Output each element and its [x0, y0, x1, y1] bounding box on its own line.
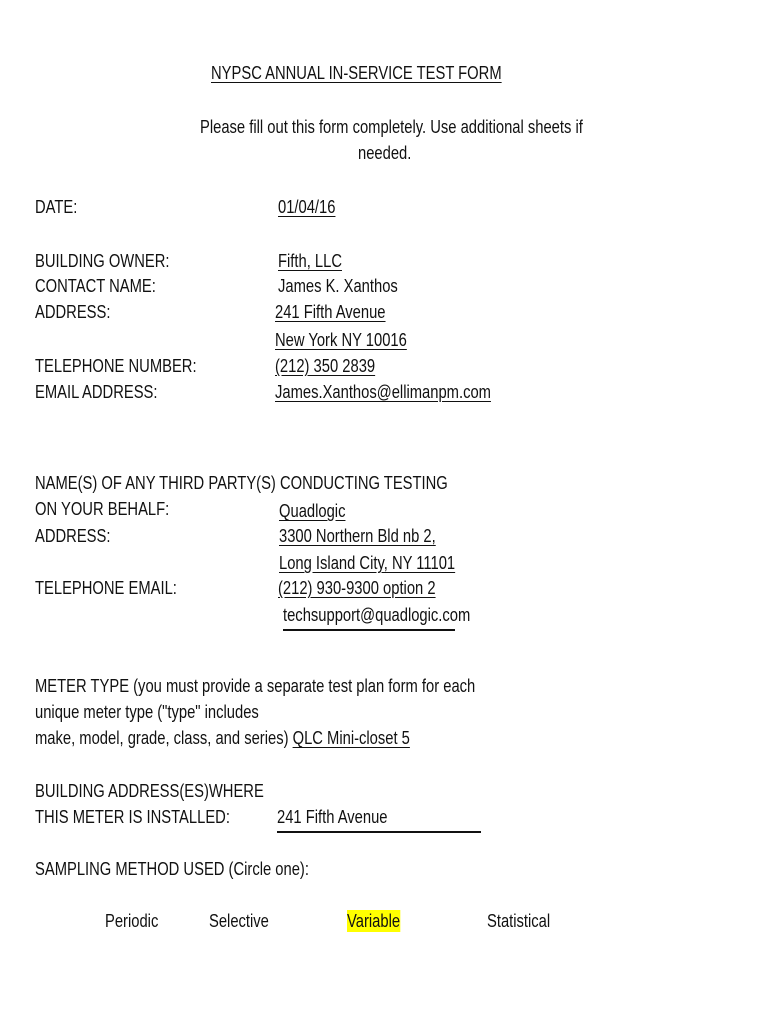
third-party-heading-2: ON YOUR BEHALF:	[35, 499, 170, 519]
meter-type-line-1: METER TYPE (you must provide a separate test plan form for each	[35, 676, 476, 696]
meter-type-line-3: make, model, grade, class, and series) QLC Mini-closet 5	[35, 728, 410, 748]
third-party-name: Quadlogic	[279, 501, 346, 521]
address-line-1: 241 Fifth Avenue	[275, 302, 386, 322]
building-address-line-2: THIS METER IS INSTALLED:	[35, 807, 230, 827]
telephone-value: (212) 350 2839	[275, 356, 376, 376]
third-party-email: techsupport@quadlogic.com	[283, 605, 471, 625]
form-title: NYPSC ANNUAL IN-SERVICE TEST FORM	[211, 63, 502, 83]
date-label: DATE:	[35, 197, 78, 217]
building-address-value: 241 Fifth Avenue	[277, 807, 388, 827]
third-party-telephone: (212) 930-9300 option 2	[278, 578, 436, 598]
meter-type-value: QLC Mini-closet 5	[292, 728, 410, 748]
building-owner-label: BUILDING OWNER:	[35, 251, 170, 271]
contact-name-label: CONTACT NAME:	[35, 276, 156, 296]
date-value: 01/04/16	[278, 197, 336, 217]
email-value: James.Xanthos@ellimanpm.com	[275, 382, 491, 402]
building-address-line-1: BUILDING ADDRESS(ES)WHERE	[35, 781, 264, 801]
third-party-address-2: Long Island City, NY 11101	[279, 553, 456, 573]
sampling-method-label: SAMPLING METHOD USED (Circle one):	[35, 859, 309, 879]
building-address-underline	[277, 831, 481, 833]
contact-name-value: James K. Xanthos	[278, 276, 398, 296]
sampling-option-periodic[interactable]: Periodic	[105, 911, 159, 931]
third-party-address-label: ADDRESS:	[35, 526, 111, 546]
instructions-line-1: Please fill out this form completely. Use additional sheets if	[200, 117, 583, 137]
sampling-option-statistical[interactable]: Statistical	[487, 911, 551, 931]
telephone-email-label: TELEPHONE EMAIL:	[35, 578, 177, 598]
telephone-label: TELEPHONE NUMBER:	[35, 356, 197, 376]
sampling-option-selective[interactable]: Selective	[209, 911, 269, 931]
building-owner-value: Fifth, LLC	[278, 251, 342, 271]
email-label: EMAIL ADDRESS:	[35, 382, 158, 402]
meter-type-line-2: unique meter type ("type" includes	[35, 702, 259, 722]
sampling-option-variable[interactable]: Variable	[347, 911, 401, 931]
third-party-email-underline	[283, 629, 455, 631]
address-label: ADDRESS:	[35, 302, 111, 322]
third-party-heading-1: NAME(S) OF ANY THIRD PARTY(S) CONDUCTING TESTING	[35, 473, 448, 493]
third-party-address-1: 3300 Northern Bld nb 2,	[279, 526, 436, 546]
address-line-2: New York NY 10016	[275, 330, 407, 350]
instructions-line-2: needed.	[358, 143, 412, 163]
